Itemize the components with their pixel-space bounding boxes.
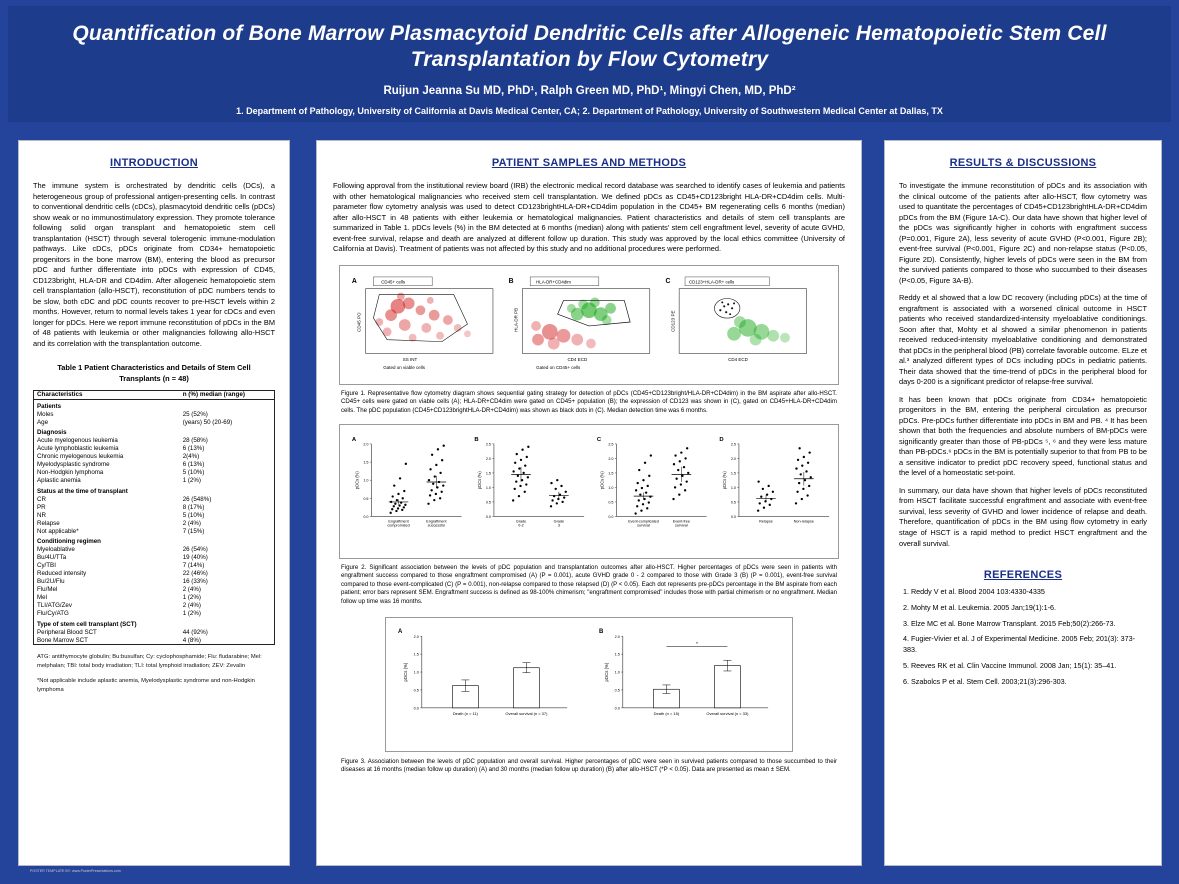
table-cell-characteristic: Acute myelogenous leukemia xyxy=(37,437,118,445)
figure-2-graphic xyxy=(344,429,834,549)
table-row xyxy=(34,546,275,554)
table-cell-characteristic: Cy/TBI xyxy=(37,562,56,570)
table-cell-value: 2 (4%) xyxy=(182,602,201,610)
section-title-results: RESULTS & DISCUSSIONS xyxy=(949,157,1097,169)
svg-text:B: B xyxy=(474,436,479,443)
col-header-characteristics: Characteristics xyxy=(34,390,180,399)
svg-text:2.0: 2.0 xyxy=(413,634,419,639)
svg-text:pDCs (%): pDCs (%) xyxy=(599,470,605,489)
table-cell-value: 44 (92%) xyxy=(182,628,208,636)
table-row xyxy=(34,503,275,511)
svg-text:1.0: 1.0 xyxy=(485,485,491,490)
table-cell-value: 2 (4%) xyxy=(182,519,201,527)
section-title-references: REFERENCES xyxy=(983,569,1063,582)
table-cell-value: 16 (33%) xyxy=(182,578,208,586)
patient-characteristics-table xyxy=(33,390,275,646)
svg-text:CD45+ cells: CD45+ cells xyxy=(381,278,406,284)
svg-text:CD123 PE: CD123 PE xyxy=(670,310,676,332)
reference-item: 1. Reddy V et al. Blood 2004 103:4330-4335 xyxy=(903,587,1045,597)
column-methods xyxy=(316,140,862,866)
svg-text:Relapse: Relapse xyxy=(759,518,773,523)
svg-text:0.5: 0.5 xyxy=(413,688,419,693)
column-introduction xyxy=(18,140,290,866)
svg-text:0.0: 0.0 xyxy=(485,514,491,519)
figure-2 xyxy=(339,424,839,559)
table-footnote-notapplicable: *Not applicable include aplastic anemia, Myelodysplastic syndrome and non-Hodgkin lymphoma xyxy=(37,678,255,693)
table-cell-value: 26 (54%) xyxy=(182,546,208,554)
methods-text: Following approval from the institutional review board (IRB) the electronic medical record database was searched to identify cases of leukemia and patients with other hematological malignancies who received stem cell transplantation. We defined pDCs as CD45+CD123bright HLA-DR+CD4dim cells. Multi-parameter flow cytometry analysis was used to detect CD123brightHLA-DR+CD4dim population in the CD45+ BM regenerating cells 6 months (median) after allo-HSCT in 48 patients with either leukemia or hematological malignancies. Patient characteristics and details of stem cell transplants are summarized in Table 1. pDCs levels (%) in the BM detected at 6 months (median) along with patients' stem cell engraftment level, severity of acute GVHD, event-free survival, relapse and death are analyzed at different follow up duration. This study was approved by the local ethics committee (University of California at Davis). Treatment of patients was not affected by this study and no additional procedures were performed. xyxy=(333,181,845,254)
table-cell-characteristic: Mel xyxy=(37,594,47,602)
svg-text:CD4 ECD: CD4 ECD xyxy=(567,356,588,362)
table-cell-value: 2(4%) xyxy=(182,453,200,461)
affiliation-list: 1. Department of Pathology, University of California at Davis Medical Center, CA; 2. Department of Pathology, University of Southwestern Medical Center at Dallas, TX xyxy=(236,105,943,116)
table-group-label: Type of stem cell transplant (SCT) xyxy=(37,620,137,628)
table-cell-characteristic: Relapse xyxy=(37,519,60,527)
table-cell-value: 2 (4%) xyxy=(182,586,201,594)
svg-text:C: C xyxy=(596,436,602,443)
table-cell-value: 1 (2%) xyxy=(182,610,201,618)
figure-1-caption: Figure 1. Representative flow cytometry diagram shows sequential gating strategy for detection of pDCs (CD45+CD123bright/HLA-DR+CD4dim) in the BM aspirate after allo-HSCT. CD45+ cells were gated on viable cells (A); HLA-DR+CD4dim were gated on CD45+ population (B); the expression of CD123 was shown in (C), gated on CD45+HLA-DR+CD4dim cells. The pDC population (CD45+CD123brightHLA-DR+CD4dim) was shown as black dots in (C). Median detection time was 6 months. xyxy=(341,389,837,414)
reference-item: 5. Reeves RK et al. Clin Vaccine Immunol. 2008 Jan; 15(1): 35–41. xyxy=(903,661,1117,670)
reference-list xyxy=(903,587,1143,688)
table-cell-characteristic: Bu/2U/Flu xyxy=(37,578,65,586)
svg-text:Death (n = 15): Death (n = 15) xyxy=(653,710,680,716)
table-cell-characteristic: Flu/Mel xyxy=(37,586,58,594)
svg-text:CD4 ECD: CD4 ECD xyxy=(728,356,748,362)
svg-text:1.5: 1.5 xyxy=(608,471,614,476)
svg-text:0.5: 0.5 xyxy=(614,688,620,693)
col-header-values: n (%) median (range) xyxy=(180,390,275,399)
svg-text:survival: survival xyxy=(675,523,688,528)
svg-text:1.5: 1.5 xyxy=(614,652,620,657)
section-title-methods: PATIENT SAMPLES AND METHODS xyxy=(491,157,687,169)
svg-text:pDCs (%): pDCs (%) xyxy=(354,470,360,489)
column-results xyxy=(884,140,1162,866)
table-row xyxy=(34,485,275,496)
svg-text:1.0: 1.0 xyxy=(608,485,614,490)
svg-text:2.0: 2.0 xyxy=(363,442,369,447)
svg-text:CD123+HLA-DR+ cells: CD123+HLA-DR+ cells xyxy=(688,278,735,284)
table-cell-characteristic: Not applicable* xyxy=(37,527,79,535)
svg-text:Event-free: Event-free xyxy=(672,518,690,523)
svg-text:*: * xyxy=(695,641,698,647)
svg-text:Death (n = 11): Death (n = 11) xyxy=(452,710,479,716)
author-list: Ruijun Jeanna Su MD, PhD¹, Ralph Green MD, PhD¹, Mingyi Chen, MD, PhD² xyxy=(383,84,796,97)
results-paragraph-3: It has been known that pDCs originate from CD34+ hematopoietic progenitors in the BM, entering the peripheral circulation as precursor pDCs. Pre-pDCs further differentiate into pDCs in BM and PB. ⁴ It has been shown that both the frequencies and absolute numbers of BM-pDCs were significantly greater than those of PB-pDCs ⁵, ⁶ and they were less mature than PB-pDCs.⁶ pDCs in the BM is potentially superior to that from PB to be a sensitive indicator to predict pDC recovery speed, functional status and the level of a homeostatic set-point. xyxy=(899,394,1147,478)
poster-header xyxy=(8,6,1171,122)
svg-text:A: A xyxy=(351,277,357,285)
table-cell-value: (years) 50 (20-69) xyxy=(182,418,233,426)
svg-text:A: A xyxy=(351,436,357,443)
svg-text:0.0: 0.0 xyxy=(608,514,614,519)
svg-text:0-2: 0-2 xyxy=(518,523,524,528)
reference-item: 3. Elze MC et al. Bone Marrow Transplant. 2015 Feb;50(2):266-73. xyxy=(903,618,1116,628)
svg-text:Overall survival (n = 37): Overall survival (n = 37) xyxy=(505,710,548,716)
table-caption: Table 1 Patient Characteristics and Details of Stem Cell Transplants (n = 48) xyxy=(57,363,251,383)
table-cell-value: 6 (13%) xyxy=(182,445,205,453)
svg-text:1.5: 1.5 xyxy=(485,471,491,476)
page-title: Quantification of Bone Marrow Plasmacytoid Dendritic Cells after Allogeneic Hematopoietic Stem Cell Transplantation by Flow Cytometry xyxy=(72,22,1107,72)
table-group-label: Patients xyxy=(37,402,62,410)
table-row xyxy=(34,586,275,594)
table-cell-value: 1 (2%) xyxy=(182,477,201,485)
table-row xyxy=(34,418,275,426)
table-cell-value: 28 (58%) xyxy=(182,437,208,445)
table-body xyxy=(34,399,275,645)
svg-text:SS INT: SS INT xyxy=(402,356,418,362)
table-cell-characteristic: Acute lymphoblastic leukemia xyxy=(37,445,119,453)
table-group-value xyxy=(180,399,275,410)
table-cell-characteristic: Peripheral Blood SCT xyxy=(37,628,97,636)
svg-text:0.0: 0.0 xyxy=(413,706,419,711)
svg-text:pDCs (%): pDCs (%) xyxy=(477,470,483,489)
svg-text:2.0: 2.0 xyxy=(608,456,614,461)
table-cell-characteristic: Flu/Cy/ATG xyxy=(37,610,69,618)
table-cell-characteristic: Myeloablative xyxy=(37,546,75,554)
results-paragraph-2: Reddy et al showed that a low DC recovery (including pDCs) at the time of engraftment is associated with a worsened clinical outcome in HSCT patients who received standardized-intensity myeloablative conditionings. Soon after that, Mohty et al showed a similar phenomenon in patients received reduced-intensity myeloablative conditioning and demonstrated that pDCs in the peripheral blood (PB) correlate favorable outcome. ELze et al.³ analyzed different types of DCs including pDCs in pediatric patients. Their data showed that the time-trend of pDCs in the peripheral blood for days 0-200 is a significant predictor of relapse-free survival. xyxy=(899,293,1147,387)
introduction-text: The immune system is orchestrated by dendritic cells (DCs), a heterogeneous group of professional antigen-presenting cells. In contrast to conventional dendritic cells (cDCs), plasmacytoid dendritic cells (pDCs) show weak or no immunostimulatory expression. They promote tolerance following solid organ transplant and hematopoietic stem cell transplantation (HSCT) through several tolerogenic immune-modulation pathways. Like cDCs, pDCs originate from CD34+ hematopoietic progenitors in the bone marrow (BM), entering the blood as precursor pDC and further differentiate into pDCs with expression of CD45, CD123bright, HLA-DR and CD4dim. After allogeneic hematopoietic stem cell transplantation (allo-HSCT), reconstitution of pDC numbers tends to be slow, both cDC and pDC counts recover to pre-HSCT levels within 2 months. However, return to normal levels takes 1 year for cDCs and even longer for pDCs. Here we report immune reconstitution of pDCs in the BM of 48 patients with leukemia or other malignancies following allo-HSCT and its correlation with the transplantation outcome. xyxy=(33,181,275,348)
svg-text:compromised: compromised xyxy=(387,523,410,528)
svg-text:Engraftment: Engraftment xyxy=(426,518,447,523)
table-row xyxy=(34,399,275,410)
svg-text:2.5: 2.5 xyxy=(485,442,491,447)
table-row xyxy=(34,461,275,469)
table-cell-value: 8 (17%) xyxy=(182,503,205,511)
figure-1 xyxy=(339,265,839,385)
table-cell-value: 25 (52%) xyxy=(182,410,208,418)
table-cell-characteristic: TLI/ATG/Zev xyxy=(37,602,72,610)
svg-text:1.5: 1.5 xyxy=(413,652,419,657)
section-title-introduction: INTRODUCTION xyxy=(110,157,198,169)
figure-3-caption: Figure 3. Association between the levels of pDC population and overall survival. Higher percentages of pDC were seen in survived patients compared to those succumbed to their diseases at 16 months (median follow up duration) (A) and 30 months (median follow up duration) (B) after allo-HSCT (*P < 0.05). Data are presented as mean ± SEM. xyxy=(341,757,837,774)
table-cell-value: 19 (40%) xyxy=(182,554,208,562)
table-header-row xyxy=(34,390,275,399)
table-row xyxy=(34,535,275,546)
table-row xyxy=(34,519,275,527)
table-cell-characteristic: Non-Hodgkin lymphoma xyxy=(37,469,104,477)
table-row xyxy=(34,554,275,562)
svg-text:successful: successful xyxy=(427,523,446,528)
svg-text:Grade: Grade xyxy=(553,518,565,523)
table-row xyxy=(34,495,275,503)
table-row xyxy=(34,628,275,636)
table-row xyxy=(34,426,275,437)
table-group-value xyxy=(180,426,275,437)
table-footnote-abbreviations: ATG: antithymocyte globulin; Bu:busulfan; Cy: cyclophosphamide; Flu: fludarabine; Mel: melphalan; TBI: total body irradiation; TLI: total lymphoid irradiation; ZEV: Zevalin xyxy=(37,654,262,669)
table-cell-characteristic: NR xyxy=(37,511,46,519)
reference-item: 4. Fugier-Vivier et al. J of Experimental Medicine. 2005 Feb; 201(3): 373-383. xyxy=(903,634,1135,655)
table-row xyxy=(34,453,275,461)
svg-text:D: D xyxy=(719,436,724,443)
table-group-value xyxy=(180,618,275,629)
svg-text:Grade: Grade xyxy=(515,518,527,523)
table-cell-characteristic: Bu/4U/TTa xyxy=(37,554,67,562)
table-group-label: Status at the time of transplant xyxy=(37,487,128,495)
table-row xyxy=(34,578,275,586)
svg-text:1.0: 1.0 xyxy=(614,670,620,675)
svg-text:2.0: 2.0 xyxy=(730,456,736,461)
svg-text:Engraftment: Engraftment xyxy=(388,518,409,523)
svg-text:0.0: 0.0 xyxy=(363,514,369,519)
table-cell-characteristic: CR xyxy=(37,495,46,503)
svg-text:C: C xyxy=(665,277,671,285)
svg-text:0.0: 0.0 xyxy=(614,706,620,711)
table-row xyxy=(34,469,275,477)
svg-text:A: A xyxy=(397,628,403,635)
svg-text:pDCs (%): pDCs (%) xyxy=(402,662,408,682)
reference-item: 6. Szabolcs P et al. Stem Cell. 2003;21(3):296-303. xyxy=(903,676,1067,686)
svg-text:2.0: 2.0 xyxy=(485,456,491,461)
svg-text:CD45 PO: CD45 PO xyxy=(356,312,362,332)
table-row xyxy=(34,527,275,535)
table-group-label: Conditioning regimen xyxy=(37,538,101,546)
table-cell-characteristic: Moles xyxy=(37,410,54,418)
svg-text:2.0: 2.0 xyxy=(614,634,620,639)
figure-3 xyxy=(385,617,793,752)
svg-text:Non-relapse: Non-relapse xyxy=(793,518,814,523)
table-cell-value: 26 (548%) xyxy=(182,495,212,503)
table-row xyxy=(34,445,275,453)
results-paragraph-1: To investigate the immune reconstitution of pDCs and its association with the clinical outcome of the patients after allo-HSCT, flow cytometry was used to quantitate the percentages of CD45+CD123brightHLA-DR+CD4dim pDCs from the BM (Figure 1A-C). Our data have shown that higher level of the pDCs was significantly higher in cohorts with engraftment success (P=0.001, Figure 2A), less severity of acute GVHD (P<0.001, Figure 2B); event-free survival (P<0.001, Figure 2C) and non-relapse status (P<0.05, Figure 2D). Consistently, higher levels of pDCs were seen in the BM from the survived patients compared to those who succumbed to their diseases (P<0.05, Figure 3A-B). xyxy=(899,181,1147,285)
svg-text:B: B xyxy=(598,628,604,635)
table-cell-characteristic: Reduced intensity xyxy=(37,570,87,578)
table-row xyxy=(34,562,275,570)
figure-1-graphic xyxy=(344,270,834,375)
svg-text:Gated on CD45+ cells: Gated on CD45+ cells xyxy=(536,364,581,370)
svg-text:B: B xyxy=(508,277,514,285)
table-row xyxy=(34,594,275,602)
table-row xyxy=(34,618,275,629)
table-cell-characteristic: Aplastic anemia xyxy=(37,477,81,485)
svg-text:Gated on viable cells: Gated on viable cells xyxy=(383,364,425,370)
table-row xyxy=(34,511,275,519)
table-row xyxy=(34,477,275,485)
svg-text:1.5: 1.5 xyxy=(363,460,369,465)
svg-text:0.5: 0.5 xyxy=(485,500,491,505)
table-cell-value: 6 (13%) xyxy=(182,461,205,469)
results-paragraph-4: In summary, our data have shown that higher levels of pDCs reconstituted from HSCT facilitate successful engraftment and associate with event-free survival, less severity of GVHD and lower incidence of relapse and death. Therefore, quantification of pDCs in the BM using flow cytometry in early stage of HSCT is a rapid method to predict HSCT engraftment and the overall survival. xyxy=(899,485,1147,548)
table-cell-characteristic: PR xyxy=(37,503,46,511)
svg-text:HLA-DR+CD4dim: HLA-DR+CD4dim xyxy=(536,278,571,284)
svg-text:2.5: 2.5 xyxy=(608,442,614,447)
table-row xyxy=(34,602,275,610)
svg-text:pDCs (%): pDCs (%) xyxy=(722,470,728,489)
table-row xyxy=(34,610,275,618)
table-group-value xyxy=(180,535,275,546)
table-cell-value: 7 (14%) xyxy=(182,562,205,570)
svg-text:0.5: 0.5 xyxy=(730,500,736,505)
table-group-label: Diagnosis xyxy=(37,429,67,437)
table-cell-characteristic: Age xyxy=(37,418,49,426)
reference-item: 2. Mohty M et al. Leukemia. 2005 Jan;19(1):1-6. xyxy=(903,602,1057,612)
table-cell-value: 5 (10%) xyxy=(182,469,205,477)
table-cell-characteristic: Bone Marrow SCT xyxy=(37,636,88,644)
svg-text:0.5: 0.5 xyxy=(608,500,614,505)
table-cell-value: 5 (10%) xyxy=(182,511,205,519)
svg-text:Event-complicated: Event-complicated xyxy=(628,518,659,523)
svg-text:HLA-DR PB: HLA-DR PB xyxy=(513,307,519,332)
table-cell-characteristic: Myelodysplastic syndrome xyxy=(37,461,110,469)
table-cell-value: 4 (8%) xyxy=(182,636,201,644)
table-row xyxy=(34,437,275,445)
table-cell-value: 1 (2%) xyxy=(182,594,201,602)
poster-template-credit: POSTER TEMPLATE BY: www.PosterPresentations.com xyxy=(30,869,121,874)
svg-text:1.5: 1.5 xyxy=(730,471,736,476)
svg-text:3: 3 xyxy=(557,523,560,528)
table-cell-characteristic: Chronic myelogenous leukemia xyxy=(37,453,124,461)
table-cell-value: 22 (46%) xyxy=(182,570,208,578)
svg-text:1.0: 1.0 xyxy=(363,478,369,483)
table-row xyxy=(34,636,275,645)
svg-text:survival: survival xyxy=(637,523,650,528)
table-row xyxy=(34,410,275,418)
svg-text:1.0: 1.0 xyxy=(413,670,419,675)
svg-text:1.0: 1.0 xyxy=(730,485,736,490)
figure-3-graphic xyxy=(390,622,788,742)
svg-text:0.0: 0.0 xyxy=(730,514,736,519)
svg-text:0.5: 0.5 xyxy=(363,496,369,501)
figure-2-caption: Figure 2. Significant association between the levels of pDC population and transplantation outcomes after allo-HSCT. Higher percentages of pDCs were seen in patients with engraftment success compared to those engraftment compromised (A) (P = 0.001), acute GVHD grade 0 - 2 compared to those with Grade 3 (B) (P = 0.001), event-free survival compared to those event-complicated (C) (P = 0.001), non-relapse compared to those relapsed (D) (P < 0.05). Each dot represents pre-pDCs percentage in the BM aspirate from each patient; error bars represent SEM. Engraftment success is defined as 98-100% chimerism; "engraftment compromised" includes those with partial chimerism or no engraftment. Median follow up time was 16 months. xyxy=(341,563,837,606)
table-row xyxy=(34,570,275,578)
table-group-value xyxy=(180,485,275,496)
svg-text:Overall survival (n = 33): Overall survival (n = 33) xyxy=(706,710,749,716)
table-cell-value: 7 (15%) xyxy=(182,527,205,535)
svg-text:2.5: 2.5 xyxy=(730,442,736,447)
svg-text:pDCs (%): pDCs (%) xyxy=(603,662,609,682)
